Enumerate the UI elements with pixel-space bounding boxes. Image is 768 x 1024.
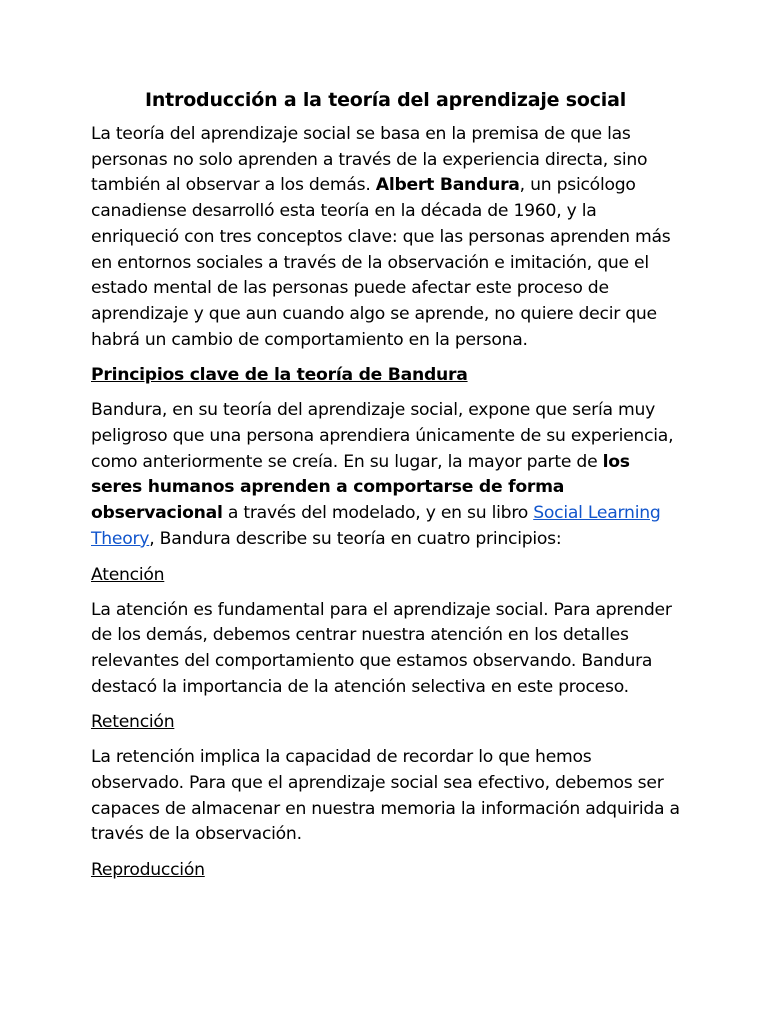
intro-text-1: La teoría del aprendizaje social se basa en la premisa de que las personas no solo aprenden a través de la experiencia directa, sino también al observar a los demás. <box>91 124 648 196</box>
section-heading-reproduccion: Reproducción <box>91 860 205 881</box>
social-learning-theory-link[interactable]: Social Learning Theory <box>91 503 661 549</box>
section-paragraph-atencion: La atención es fundamental para el aprendizaje social. Para aprender de los demás, debemos centrar nuestra atención en los detalles relevantes del comportamiento que estamos observando. Bandura destacó la importancia de la atención selectiva en este proceso. <box>91 599 672 697</box>
document-title: Introducción a la teoría del aprendizaje social <box>144 89 627 111</box>
section-paragraph-retencion: La retención implica la capacidad de recordar lo que hemos observado. Para que el aprendizaje social sea efectivo, debemos ser capaces de almacenar en nuestra memoria la información adquirida a través de la observación. <box>91 747 680 845</box>
principles-bold-text: los seres humanos aprenden a comportarse de forma observacional <box>91 451 630 524</box>
intro-bold-name: Albert Bandura <box>375 175 520 196</box>
principles-paragraph <box>91 398 680 552</box>
principles-text-1: Bandura, en su teoría del aprendizaje social, expone que sería muy peligroso que una persona aprendiera únicamente de su experiencia, como anteriormente se creía. En su lugar, la mayor parte de <box>91 400 674 472</box>
intro-text-2: , un psicólogo canadiense desarrolló esta teoría en la década de 1960, y la enriqueció con tres conceptos clave: que las personas aprenden más en entornos sociales a través de la observación e imitación, que el estado mental de las personas puede afectar este proceso de aprendizaje y que aun cuando algo se aprende, no quiere decir que habrá un cambio de comportamiento en la persona. <box>91 175 671 350</box>
principles-text-3: , Bandura describe su teoría en cuatro principios: <box>149 528 562 549</box>
section-heading-retencion: Retención <box>91 712 175 733</box>
section-heading-atencion: Atención <box>91 564 165 585</box>
principles-text-2: a través del modelado, y en su libro <box>222 503 534 524</box>
intro-paragraph <box>91 122 680 353</box>
principles-heading: Principios clave de la teoría de Bandura <box>91 365 468 386</box>
